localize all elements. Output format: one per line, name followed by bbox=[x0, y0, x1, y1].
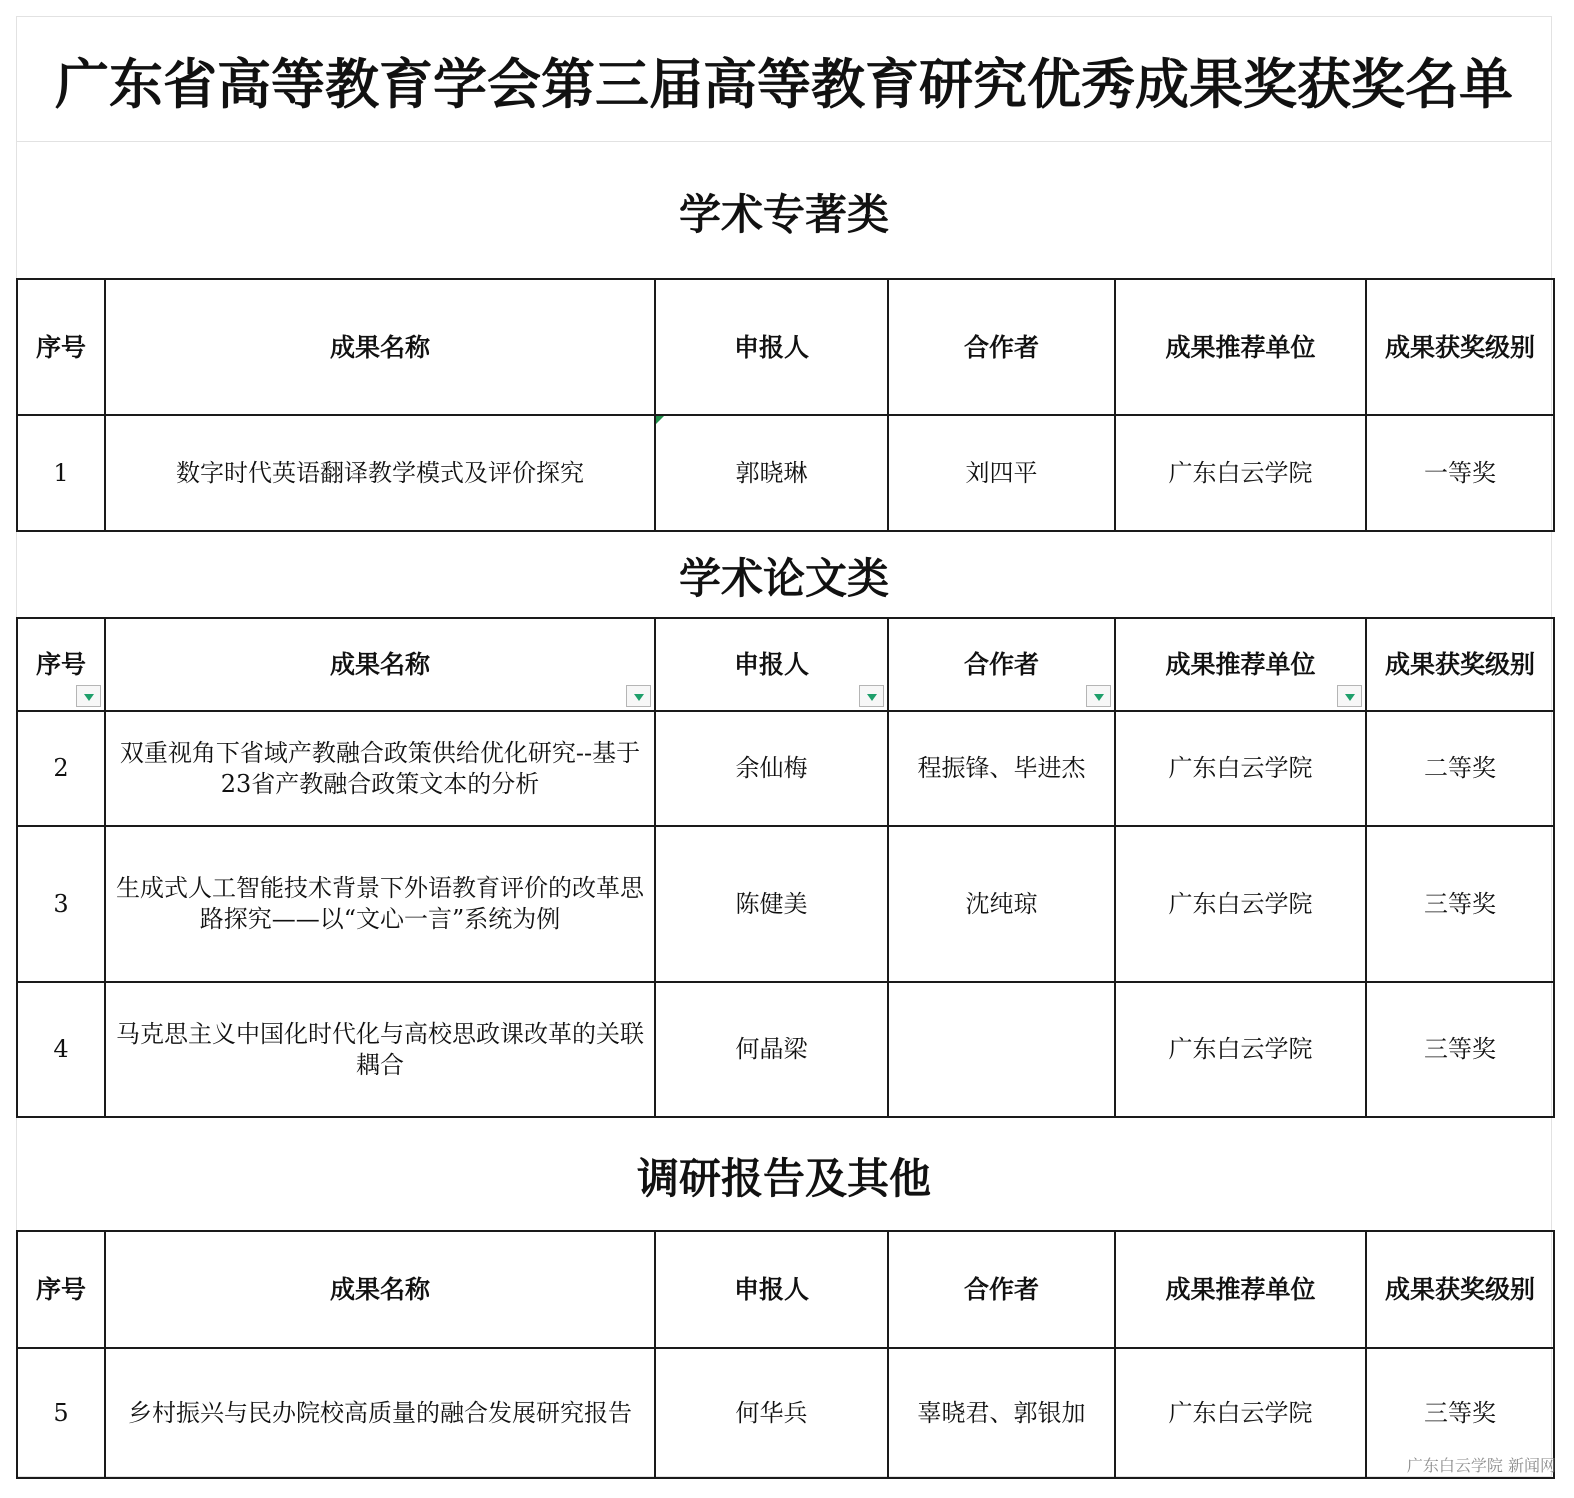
header-unit: 成果推荐单位 bbox=[1115, 279, 1366, 415]
cell-applicant: 何晶梁 bbox=[655, 982, 888, 1117]
cell-partner: 刘四平 bbox=[888, 415, 1115, 531]
table-row bbox=[17, 1348, 1554, 1478]
header-seq: 序号 bbox=[17, 279, 105, 415]
table-row bbox=[17, 826, 1554, 982]
cell-partner: 沈纯琼 bbox=[888, 826, 1115, 982]
cell-seq: 3 bbox=[17, 826, 105, 982]
header-level: 成果获奖级别 bbox=[1366, 279, 1554, 415]
table-row bbox=[17, 711, 1554, 826]
cell-unit: 广东白云学院 bbox=[1115, 1348, 1366, 1478]
header-applicant bbox=[655, 618, 888, 711]
cell-level: 二等奖 bbox=[1366, 711, 1554, 826]
table-row bbox=[17, 982, 1554, 1117]
cell-comment-marker bbox=[656, 416, 664, 424]
title-divider bbox=[16, 141, 1552, 142]
page-title: 广东省高等教育学会第三届高等教育研究优秀成果奖获奖名单 bbox=[55, 53, 1513, 116]
cell-applicant: 何华兵 bbox=[655, 1348, 888, 1478]
table-header-row bbox=[17, 279, 1554, 415]
cell-level: 一等奖 bbox=[1366, 415, 1554, 531]
cell-name: 生成式人工智能技术背景下外语教育评价的改革思路探究——以“文心一言”系统为例 bbox=[105, 826, 655, 982]
header-name: 成果名称 bbox=[105, 279, 655, 415]
cell-partner bbox=[888, 982, 1115, 1117]
header-unit-text: 成果推荐单位 bbox=[1165, 650, 1316, 679]
cell-applicant: 余仙梅 bbox=[655, 711, 888, 826]
header-partner: 合作者 bbox=[888, 279, 1115, 415]
header-applicant: 申报人 bbox=[655, 1231, 888, 1348]
cell-level: 三等奖 bbox=[1366, 982, 1554, 1117]
cell-name: 乡村振兴与民办院校高质量的融合发展研究报告 bbox=[105, 1348, 655, 1478]
header-partner bbox=[888, 618, 1115, 711]
header-applicant-text: 申报人 bbox=[733, 650, 809, 679]
table-header-row bbox=[17, 618, 1554, 711]
section-title-reports: 调研报告及其他 bbox=[636, 1154, 931, 1203]
cell-level: 三等奖 bbox=[1366, 826, 1554, 982]
header-name-text: 成果名称 bbox=[329, 650, 430, 679]
cell-name: 双重视角下省域产教融合政策供给优化研究--基于23省产教融合政策文本的分析 bbox=[105, 711, 655, 826]
table-header-row bbox=[17, 1231, 1554, 1348]
cell-unit: 广东白云学院 bbox=[1115, 826, 1366, 982]
cell-name: 数字时代英语翻译教学模式及评价探究 bbox=[105, 415, 655, 531]
header-level: 成果获奖级别 bbox=[1366, 1231, 1554, 1348]
header-name: 成果名称 bbox=[105, 1231, 655, 1348]
cell-level: 三等奖 bbox=[1366, 1348, 1554, 1478]
cell-applicant bbox=[655, 415, 888, 531]
header-partner: 合作者 bbox=[888, 1231, 1115, 1348]
header-seq-text: 序号 bbox=[35, 650, 86, 679]
table-monographs bbox=[16, 278, 1555, 532]
filter-dropdown-button[interactable] bbox=[626, 685, 651, 707]
cell-unit: 广东白云学院 bbox=[1115, 415, 1366, 531]
header-applicant: 申报人 bbox=[655, 279, 888, 415]
watermark: 广东白云学院 新闻网 bbox=[1406, 1456, 1556, 1475]
header-seq bbox=[17, 618, 105, 711]
header-seq: 序号 bbox=[17, 1231, 105, 1348]
cell-seq: 2 bbox=[17, 711, 105, 826]
table-papers bbox=[16, 617, 1555, 1118]
cell-name: 马克思主义中国化时代化与高校思政课改革的关联耦合 bbox=[105, 982, 655, 1117]
cell-applicant: 陈健美 bbox=[655, 826, 888, 982]
cell-unit: 广东白云学院 bbox=[1115, 982, 1366, 1117]
filter-dropdown-button[interactable] bbox=[859, 685, 884, 707]
cell-partner: 辜晓君、郭银加 bbox=[888, 1348, 1115, 1478]
header-level: 成果获奖级别 bbox=[1366, 618, 1554, 711]
filter-dropdown-button[interactable] bbox=[1086, 685, 1111, 707]
cell-seq: 4 bbox=[17, 982, 105, 1117]
table-row bbox=[17, 415, 1554, 531]
cell-applicant-text: 郭晓琳 bbox=[735, 458, 808, 487]
header-partner-text: 合作者 bbox=[963, 650, 1039, 679]
header-unit bbox=[1115, 618, 1366, 711]
header-unit: 成果推荐单位 bbox=[1115, 1231, 1366, 1348]
section-title-monographs: 学术专著类 bbox=[678, 190, 889, 239]
cell-seq: 5 bbox=[17, 1348, 105, 1478]
header-name bbox=[105, 618, 655, 711]
section-title-papers: 学术论文类 bbox=[678, 554, 889, 603]
filter-dropdown-button[interactable] bbox=[1337, 685, 1362, 707]
filter-dropdown-button[interactable] bbox=[76, 685, 101, 707]
cell-unit: 广东白云学院 bbox=[1115, 711, 1366, 826]
table-reports bbox=[16, 1230, 1555, 1479]
cell-partner: 程振锋、毕进杰 bbox=[888, 711, 1115, 826]
cell-seq: 1 bbox=[17, 415, 105, 531]
